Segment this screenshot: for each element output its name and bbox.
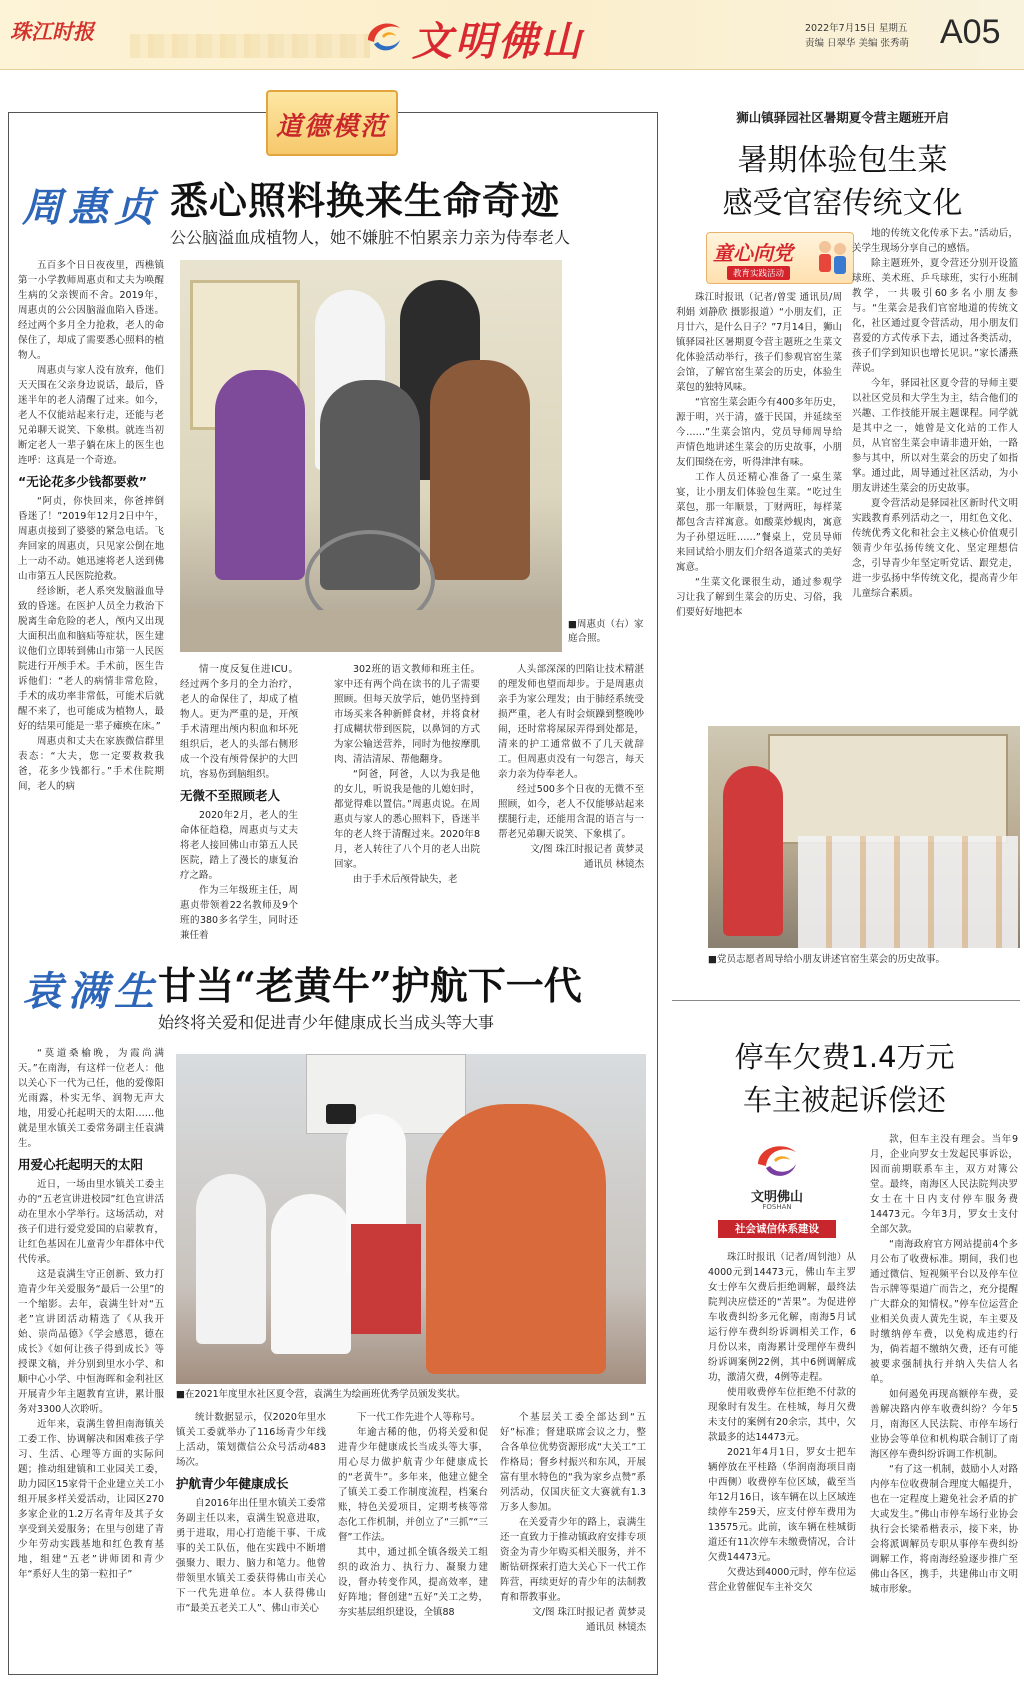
article1-paragraph: 经过500多个日夜的无微不至照顾，如今，老人不仅能够站起来摆腿行走，还能用含混的语言与一帮老兄弟聊天说笑、下象棋了。	[498, 784, 644, 840]
civilized-foshan-logo-text: 文明佛山	[750, 1190, 803, 1205]
article3-column-1	[676, 290, 842, 680]
article2-subtitle: 始终将关爱和促进青少年健康成长当成头等大事	[158, 1013, 495, 1032]
family-photo	[180, 260, 562, 652]
article4-column-1	[708, 1250, 856, 1670]
article4-paragraph: 使用收费停车位拒绝不付款的现象时有发生。在桂城，每月欠费未支付的案例有20余宗，其中，欠款最多的达14473元。	[708, 1387, 856, 1443]
article1-paragraph: “阿贞，你快回来，你爸摔倒昏迷了！”2019年12月2日中午，周惠贞接到了婆婆的紧急电话。飞奔回家的周惠贞，只见家公倒在地上一动不动。她迅速将老人送到佛山市第五人民医院抢救。	[18, 496, 164, 582]
article1-subheading-1: “无论花多少钱都要救”	[18, 474, 147, 489]
article1-paragraph: 由于手术后颅骨缺失，老	[353, 874, 458, 885]
city-skyline-decoration	[130, 34, 370, 58]
children-party-badge-sub: 教育实践活动	[727, 266, 790, 280]
article2-byline: 通讯员 林镜杰	[585, 1622, 646, 1633]
page-number: A05	[940, 13, 1001, 51]
article2-paragraph: “莫道桑榆晚，为霞尚满天。”在南海，有这样一位老人：他以关心下一代为己任，他的爱像阳光雨露，朴实无华、润物无声大地，用爱心托起明天的太阳……他就是里水镇关工委常务副主任袁满生。	[18, 1048, 164, 1149]
child-group	[798, 836, 1018, 948]
article3-paragraph: 夏令营活动是驿园社区新时代文明实践教育系列活动之一，用红色文化、传统优秀文化和社会主义核心价值观引领青少年弘扬传统文化、坚定理想信念，引导青少年坚定听党话、跟党走，进一步弘扬中华传统文化，提高青少年儿童综合素质。	[852, 498, 1018, 599]
article3-paragraph: 今年，驿园社区夏令营的导师主要以社区党员和大学生为主，结合他们的兴趣、工作技能开展主题课程。同学就是其中之一，她曾是文化站的工作人员，从官窑生菜会申请非遗开始，一路参与其中，所以对生菜会的历史了如指掌。通过此，周导通过社区活动，为小朋友讲述生菜会的历史故事。	[852, 378, 1018, 494]
article1-column-4	[498, 662, 644, 918]
article2-paragraph: 这是袁满生守正创新、致力打造青少年关爱服务“最后一公里”的一个缩影。去年，袁满生针对“五老”宣讲团活动精选了《从我开始、崇尚品德》《学会感恩，德在成长》《如何让孩子得到成长》等授课文稿，并分别到里水小学、和顺中心小学、中恒海晖和金利社区开展青少年主题教育宣讲，累计服务对3300人次聆听。	[18, 1269, 164, 1415]
article1-column-1	[18, 258, 164, 918]
person-name-yuan: 袁满生	[22, 968, 160, 1015]
volunteer-storytelling-photo	[708, 726, 1020, 948]
article3-paragraph: 除主题班外，夏令营还分别开设篮球班、美术班、乒乓球班，实行小班制教学，一共吸引60多名小朋友参与。“生菜会是我们官窑地道的传统文化，社区通过夏令营活动，用小朋友们喜爱的方式传承下去，通过各类活动，孩子们学到知识也增长见识。”家长潘燕萍说。	[852, 258, 1018, 374]
section-logo-icon	[362, 14, 406, 58]
article4-title-line1: 停车欠费1.4万元	[734, 1040, 955, 1074]
article3-paragraph: 地的传统文化传承下去。”活动后，关学生现场分享自己的感悟。	[852, 228, 1018, 254]
article1-paragraph: 经诊断，老人系突发脑溢血导致的昏迷。在医护人员全力救治下脱离生命危险的老人，颅内又出现大面积出血和脑疝等症状，医生建议他们立即转到佛山市第一人民医院进行开颅手术。手术前，医生告诉他们：“老人的病情非常危险，手术的成功率非常低，可能术后就醒不来了，也可能成为植物人，最好的结果可能是一辈子瘫痪在床。”	[18, 586, 164, 732]
header-banner	[0, 0, 1024, 70]
award-ceremony-photo	[176, 1054, 646, 1384]
article2-column-1	[18, 1046, 164, 1666]
person-figure	[215, 370, 305, 580]
article3-column-2	[852, 226, 1018, 680]
article4-column-2	[870, 1132, 1018, 1670]
right-column-divider	[672, 1000, 1020, 1001]
award-photo-caption: ■在2021年度里水社区夏令营，袁满生为绘画班优秀学员颁发奖状。	[176, 1389, 466, 1400]
article1-paragraph: “阿爸，阿爸，人以为我是他的女儿，听说我是他的儿媳妇时，都觉得难以置信。”周惠贞说。在周惠贞与家人的悉心照料下，昏迷半年的老人终于清醒过来。2020年8月，老人转往了八个月的老人出院回家。	[334, 769, 480, 870]
article2-column-2	[176, 1410, 326, 1665]
article4-paragraph: “有了这一机制，鼓励小人对路内停车位收费制合理度大幅提升，也在一定程度上避免社会矛盾的扩大或发生。”佛山市停车场行业协会执行会长梁希楷表示，接下来，协会将派调解员专职从事停车费纠纷调解工作，将南海经验逐步推广至佛山各区，携手，共建佛山市文明城市形象。	[870, 1464, 1018, 1595]
article2-paragraph: 统计数据显示，仅2020年里水镇关工委就举办了116场青少年线上活动，策划微信公众号活动483场次。	[176, 1412, 326, 1468]
civilized-foshan-logo-icon	[752, 1136, 802, 1182]
article3-kicker: 狮山镇驿园社区暑期夏令营主题班开启	[736, 110, 949, 125]
elder-figure	[426, 1104, 606, 1374]
article3-title-line2: 感受官窑传统文化	[722, 186, 963, 221]
article1-subtitle: 公公脑溢血成植物人，她不嫌脏不怕累亲力亲为侍奉老人	[170, 228, 571, 247]
article4-title-line2: 车主被起诉偿还	[742, 1083, 946, 1117]
civilized-foshan-logo	[718, 1136, 836, 1246]
editor-line: 责编 日翠华 美编 张秀萌	[805, 38, 910, 49]
article4-paragraph: 2021年4月1日，罗女士把车辆停放在平桂路（华润南海项目南中西侧）收费停车位区域，截至当年12月16日，该车辆在以上区域连续停车259天，应支付停车费用为13575元。此前，该车辆在桂城街道还有11次停车未缴费情况，合计欠费14473元。	[708, 1447, 856, 1563]
floor	[180, 610, 562, 652]
article1-paragraph: 302班的语文教师和班主任。家中还有两个尚在读书的儿子需要照顾。但每天放学后，她仍坚持到市场买来各种新鲜食材，并将食材打成糊状带到医院，以鼻饲的方式为家公输送营养，同时为他按摩肌肉、清洁清尿、帮他翻身。	[334, 664, 480, 765]
moral-model-badge	[266, 90, 398, 156]
article3-paragraph: “生菜文化课很生动，通过参观学习让我了解到生菜会的历史、习俗，我们要好好地把本	[676, 577, 842, 618]
article1-column-2	[180, 662, 298, 941]
article2-paragraph: 下一代工作先进个人等称号。	[357, 1412, 481, 1423]
family-photo-caption: ■周惠贞（右）家庭合照。	[568, 619, 644, 644]
children-party-badge-title: 童心向党	[713, 241, 793, 265]
article2-paragraph: 个基层关工委全部达到“五好”标准；督建联席会议之力，整合各单位优势资源形成“大关工”工作格局；督乡村振兴和东风，开展富有里水特色的“我为家乡点赞”系列活动，仅国庆征文大赛就有1.3万多人参加。	[500, 1412, 646, 1513]
phone-camera-icon	[326, 1104, 356, 1124]
article2-subheading-2: 护航青少年健康成长	[176, 1476, 289, 1491]
credit-system-badge: 社会诚信体系建设	[718, 1220, 836, 1238]
article2-paragraph: 年逾古稀的他，仍将关爱和促进青少年健康成长当成头等大事，用心尽力做护航青少年健康成长的“老黄牛”。多年来，他建立健全了镇关工委工作制度流程，档案台账，特色关爱项目，定期考核等常态化工作机制，并创立了“三抓”“三督”工作法。	[338, 1427, 488, 1543]
article1-title: 悉心照料换来生命奇迹	[170, 178, 561, 223]
article4-paragraph: “南海政府官方网站提前4个多月公布了收费标准。期间，我们也通过微信、短视频平台以及停车位告示牌等渠道广而告之，充分提醒广大群众的知情权。”停车位运营企业相关负责人黄先生说，车主要及时缴纳停车费，以免构成违约行为，倘若超不缴纳欠费，还有可能被要求强制执行并纳入失信人名单。	[870, 1239, 1018, 1385]
article1-paragraph: 作为三年级班主任，周惠贞带领着22名教师及9个班的380多名学生，同时还兼任着	[180, 885, 298, 941]
article1-subheading-2: 无微不至照顾老人	[180, 788, 281, 803]
moral-model-badge-text: 道德模范	[275, 112, 388, 142]
article4-paragraph: 款，但车主没有理会。当年9月，企业向罗女士发起民事诉讼，因而前期联系车主，双方对簿公堂。最终，南海区人民法院判决罗女士在十日内支付停车服务费14473元。今年3月，罗女士支付全部欠款。	[870, 1134, 1018, 1235]
volunteer-photo-caption: ■党员志愿者周导给小朋友讲述官窑生菜会的历史故事。	[708, 954, 945, 965]
article3-title-line1: 暑期体验包生菜	[737, 143, 948, 178]
article2-paragraph: 近年来，袁满生曾担南海镇关工委工作、协调解决和困难孩子学习、生活、心理等方面的实际问题；推动组建镇和工业园关工委，助力园区15家骨干企业建立关工小组开展多样关爱活动，让园区270多家企业的1.2万名青年及其子女享受到关爱服务；在里与创建了青少年劳动实践基地和红色教育基地，组建“五老”讲师团和青少年“系好人生的第一粒扣子”	[18, 1419, 164, 1580]
volunteer-figure	[723, 766, 783, 936]
children-figures-icon	[815, 239, 849, 279]
prize-box	[351, 1224, 421, 1334]
article4-paragraph: 珠江时报讯（记者/周钊池）从4000元到14473元，佛山车主罗女士停车欠费后拒绝调解，最终法院判决应偿还的“苦果”。为促进停车收费纠纷多元化解，南海5月试运行停车费纠纷诉调相关工作，6月份以来，南海累计受理停车费纠纷诉调案例22例，其中6例调解成功，激清欠费，4例等走程。	[708, 1252, 856, 1383]
civilized-foshan-logo-sub: FOSHAN	[762, 1203, 792, 1211]
article3-paragraph: 珠江时报讯（记者/曾雯 通讯员/周利娟 刘静欣 摄影报道）“小朋友们，正月廿六，是什么日子？”7月14日，狮山镇驿园社区暑期夏令营主题班之生菜文化体验活动举行，孩子们参观官窑生菜会馆，了解官窑生菜会的历史，体验生菜包的独特风味。	[676, 292, 842, 393]
article2-paragraph: 自2016年出任里水镇关工委常务副主任以来，袁满生锐意进取，勇于进取，用心打造能干事、干成事的关工队伍，他在实践中不断增强聚力、眼力、脑力和笔力。他曾带领里水镇关工委获得佛山市关心下一代先进单位。本人获得佛山市“最美五老关工人”、佛山市关心	[176, 1498, 326, 1614]
article1-byline: 通讯员 林镜杰	[583, 859, 644, 870]
child-figure	[196, 1174, 266, 1344]
paper-logo: 珠江时报	[10, 19, 94, 44]
date-line: 2022年7月15日 星期五	[805, 23, 908, 34]
article1-paragraph: 人头部深深的凹陷让技术精湛的理发师也望而却步。于是周惠贞亲手为家公理发；由于肺经系统受损严重，老人有时会烦躁到整晚吵闹，还时常将屎尿弄得到处都是，清来的护工通常做不了几天就辞工。但周惠贞没有一句怨言，每天亲力亲为侍奉老人。	[498, 664, 644, 780]
child-figure	[271, 1194, 351, 1354]
article2-paragraph: 在关爱青少年的路上，袁满生还一直致力于推动镇政府安排专项资金为青少年购买相关服务，并不断钻研探索打造大关心下一代工作阵营，再续更好的青少年的法制教育和帮教事业。	[500, 1517, 646, 1603]
article1-paragraph: 周惠贞和丈夫在家族微信群里表态：“大夫，您一定要救救我爸，花多少钱都行。”手术住院期间，老人的病	[18, 736, 164, 792]
article3-paragraph: “官窑生菜会距今有400多年历史，源于明，兴于清，盛于民国，并延续至今……”生菜会馆内，党员导师周导给声情色地讲述生菜会的历史故事，小朋友们围绕在旁，听得津津有味。	[676, 397, 842, 468]
article1-byline: 文/图 珠江时报记者 黄梦灵	[530, 844, 644, 855]
article2-paragraph: 其中，通过抓全镇各级关工组织的政治力、执行力、凝聚力建设，督办转变作风，提高效率，建好阵地；督创建“五好”关工之势，夯实基层组织建设，全镇88	[338, 1547, 488, 1618]
article2-title: 甘当“老黄牛”护航下一代	[158, 963, 582, 1008]
article1-paragraph: 周惠贞与家人没有放弃，他们天天围在父亲身边说话，最后，昏迷半年的老人清醒了过来。如今，老人不仅能站起来行走，还能与老兄弟聊天说笑、下象棋。就连当初断定老人一辈子躺在床上的医生也连呼：这真是一个奇迹。	[18, 365, 164, 466]
person-figure	[430, 360, 530, 580]
article1-paragraph: 五百多个日日夜夜里，西樵镇第一小学教师周惠贞和丈夫为唤醒生病的父亲锲而不舍。2019年，周惠贞的公公因脑溢血陷入昏迷。经过两个多月全力抢救，老人的命保住了，却成了需要悉心照料的植物人。	[18, 260, 164, 361]
children-party-badge	[706, 232, 854, 284]
article1-paragraph: 情一度反复住进ICU。经过两个多月的全力治疗，老人的命保住了，却成了植物人。更为严重的是，开颅手术清理出颅内积血和坏死组织后，老人的头部右侧形成一个没有颅骨保护的大凹坑，容易伤到脑组织。	[180, 664, 298, 780]
article1-paragraph: 2020年2月，老人的生命体征趋稳，周惠贞与丈夫将老人接回佛山市第五人民医院，踏上了漫长的康复治疗之路。	[180, 810, 298, 881]
exhibition-wall	[768, 734, 1008, 844]
article4-paragraph: 欠费达到4000元时，停车位运营企业曾催促车主补交欠	[708, 1567, 856, 1593]
article2-subheading-1: 用爱心托起明天的太阳	[18, 1157, 144, 1172]
article2-column-3	[338, 1410, 488, 1665]
article2-byline: 文/图 珠江时报记者 黄梦灵	[532, 1607, 646, 1618]
article1-column-3	[334, 662, 480, 918]
article4-paragraph: 如何遏免再现高额停车费，妥善解决路内停车收费纠纷？今年5月，南海区人民法院、市停车场行业协会等单位和机构联合制订了南海区停车费纠纷诉调工作机制。	[870, 1389, 1018, 1460]
article2-column-4	[500, 1410, 646, 1665]
section-title: 文明佛山	[412, 18, 584, 65]
person-name-zhou: 周惠贞	[22, 184, 160, 231]
article3-paragraph: 工作人员还精心准备了一桌生菜宴，让小朋友们体验包生菜。“吃过生菜包，那一年顺景，丁财两旺，每样菜都包含吉祥寓意。如酸菜炒蚬肉，寓意为子孙望远旺……”餐桌上，党员导师来回试给小朋友们介绍各道菜式的美好寓意。	[676, 472, 842, 573]
article2-paragraph: 近日，一场由里水镇关工委主办的“五老宣讲进校园”红色宣讲活动在里水小学举行。这场活动，对孩子们进行爱党爱国的启蒙教育，让红色基因在儿童青少年群体中代代传承。	[18, 1179, 164, 1265]
